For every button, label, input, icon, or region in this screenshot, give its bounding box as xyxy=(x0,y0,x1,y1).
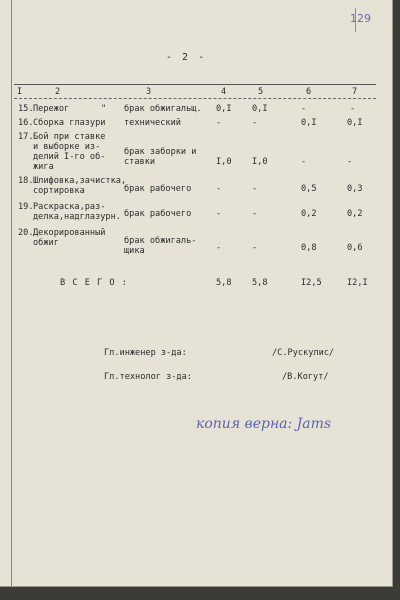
column-header-3: 3 xyxy=(146,87,152,97)
row-number: 18. xyxy=(18,176,34,186)
cell-col6: - xyxy=(301,104,307,114)
column-header-7: 7 xyxy=(352,87,358,97)
operation-name: Раскраска,раз-делка,надглазурн. xyxy=(33,202,121,222)
header-top-rule xyxy=(14,84,376,85)
operation-name: Сборка глазури xyxy=(33,118,106,128)
cell-col7: 0,I xyxy=(347,118,363,128)
page-number: - 2 - xyxy=(166,52,207,63)
signature-role: Гл.инженер з-да: xyxy=(104,348,187,358)
column-header-5: 5 xyxy=(258,87,264,97)
cell-col4: - xyxy=(216,209,222,219)
defect-cause: брак заборки и ставки xyxy=(124,147,197,167)
handwritten-certification: копия верна: Jams xyxy=(196,416,332,432)
defect-cause: брак рабочего xyxy=(124,184,192,194)
total-label: В С Е Г О : xyxy=(60,278,128,288)
cell-col4: - xyxy=(216,118,222,128)
cell-col7: - xyxy=(350,104,356,114)
cell-col4: - xyxy=(216,243,222,253)
archive-page-stamp: 129 xyxy=(350,12,371,25)
cell-col5: - xyxy=(252,243,258,253)
defect-cause: брак обжигаль-щика xyxy=(124,236,197,256)
row-number: 15. xyxy=(18,104,34,114)
binding-line xyxy=(11,0,12,586)
total-col4: 5,8 xyxy=(216,278,232,288)
operation-name: Шлифовка,зачистка, сортировка xyxy=(33,176,127,196)
total-col6: I2,5 xyxy=(301,278,322,288)
cell-col4: - xyxy=(216,184,222,194)
defect-cause: брак обжигальщ. xyxy=(124,104,202,114)
total-col7: I2,I xyxy=(347,278,368,288)
operation-name: Декорированный обжиг xyxy=(33,228,106,248)
column-header-6: 6 xyxy=(306,87,312,97)
row-number: 20. xyxy=(18,228,34,238)
operation-name: Пережог xyxy=(33,104,70,114)
total-col5: 5,8 xyxy=(252,278,268,288)
signature-name: /В.Когут/ xyxy=(282,372,329,382)
cell-col5: I,0 xyxy=(252,157,268,167)
cell-col5: - xyxy=(252,118,258,128)
cell-col6: 0,2 xyxy=(301,209,317,219)
cell-col7: - xyxy=(347,157,353,167)
cell-col6: 0,I xyxy=(301,118,317,128)
cell-col4: I,0 xyxy=(216,157,232,167)
cell-col5: - xyxy=(252,209,258,219)
defect-cause: технический xyxy=(124,118,181,128)
column-header-2: 2 xyxy=(55,87,61,97)
column-header-1: I xyxy=(17,87,23,97)
cell-col6: 0,8 xyxy=(301,243,317,253)
cell-col6: 0,5 xyxy=(301,184,317,194)
row-number: 19. xyxy=(18,202,34,212)
cell-col7: 0,2 xyxy=(347,209,363,219)
header-bottom-rule xyxy=(14,98,376,99)
cell-col6: - xyxy=(301,157,307,167)
column-header-4: 4 xyxy=(221,87,227,97)
ditto-mark: " xyxy=(101,104,107,114)
cell-col5: - xyxy=(252,184,258,194)
signature-role: Гл.технолог з-да: xyxy=(104,372,192,382)
cell-col4: 0,I xyxy=(216,104,232,114)
cell-col7: 0,3 xyxy=(347,184,363,194)
cell-col5: 0,I xyxy=(252,104,268,114)
row-number: 17. xyxy=(18,132,34,142)
cell-col7: 0,6 xyxy=(347,243,363,253)
signature-name: /С.Рускулис/ xyxy=(272,348,335,358)
operation-name: Бой при ставке и выборке из-делий I-го об-жига xyxy=(33,132,106,172)
defect-cause: брак рабочего xyxy=(124,209,192,219)
row-number: 16. xyxy=(18,118,34,128)
